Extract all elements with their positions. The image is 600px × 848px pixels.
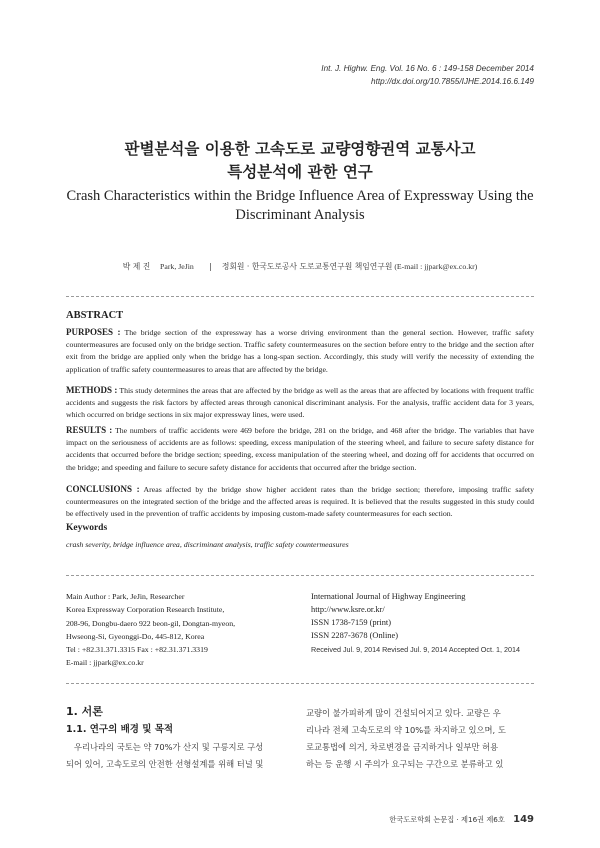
body-right-line-4: 하는 등 운행 시 주의가 요구되는 구간으로 분류하고 있 [306, 759, 504, 769]
page-number: 149 [513, 814, 534, 825]
author-info-line: Main Author : Park, JeJin, Researcher [66, 592, 185, 601]
received-dates: Received Jul. 9, 2014 Revised Jul. 9, 2014 Accepted Oct. 1, 2014 [311, 645, 520, 654]
conclusions-label: CONCLUSIONS : [66, 484, 140, 494]
body-right-line-3: 로교통법에 의거, 차로변경을 금지하거나 일부만 허용 [306, 742, 499, 752]
divider-top [66, 296, 534, 297]
results-label: RESULTS : [66, 425, 113, 435]
section-title: 1. 서론 [66, 705, 103, 718]
conclusions-text: Areas affected by the bridge show higher accident rates than the bridge section; therefore, imposing traffic safety countermeasures on the integrated section of the bridge and the affected areas is required. It is believed that the results suggested in this study could be effectively used in the prevention of traffic accidents by imposing custom-made safety countermeasures for each section. [66, 485, 534, 519]
author-line [0, 261, 600, 272]
journal-url[interactable]: http://www.ksre.or.kr/ [311, 605, 385, 614]
divider-middle [66, 575, 534, 576]
journal-info-block [311, 590, 465, 642]
body-left-column [66, 739, 294, 756]
title-english-line2: Discriminant Analysis [235, 207, 365, 223]
issn-print: ISSN 1738-7159 (print) [311, 618, 392, 627]
journal-name: International Journal of Highway Engineering [311, 592, 466, 601]
abstract-methods [66, 384, 534, 422]
journal-citation: Int. J. Highw. Eng. Vol. 16 No. 6 : 149-158 December 2014 [321, 64, 534, 73]
author-info-block [66, 590, 235, 670]
author-name-en: Park, JeJin [160, 262, 194, 271]
methods-text: This study determines the areas that are affected by the bridge as well as the areas that are affected by locations with frequent traffic accidents and suggests the risk factors by affected areas through canonical discriminant analysis. For the analysis, traffic accident data for 3 years, which occurred on bridge sections in six major expressway lines, were used. [66, 386, 534, 420]
keywords-heading: Keywords [66, 523, 108, 533]
author-email-line[interactable]: E-mail : jjpark@ex.co.kr [66, 658, 144, 668]
title-english-line1: Crash Characteristics within the Bridge Influence Area of Expressway Using the [66, 188, 534, 204]
title-korean-line1: 판별분석을 이용한 고속도로 교량영향권역 교통사고 [124, 140, 476, 158]
author-info-line: Hwseong-Si, Gyeonggi-Do, 445-812, Korea [66, 631, 205, 641]
body-left-line: 우리나라의 국토는 약 70%가 산지 및 구릉지로 구성 [74, 742, 264, 752]
author-affiliation: 정회원 · 한국도로공사 도로교통연구원 책임연구원 [221, 262, 393, 271]
author-separator: | [209, 262, 213, 271]
footer-journal: 한국도로학회 논문집 · 제16권 제6호 [389, 815, 505, 824]
page-footer [389, 814, 534, 825]
purposes-label: PURPOSES : [66, 327, 121, 337]
methods-label: METHODS : [66, 385, 118, 395]
body-left-line: 되어 있어, 고속도로의 안전한 선형설계를 위해 터널 및 [66, 759, 264, 769]
divider-bottom [66, 683, 534, 684]
keywords-text: crash severity, bridge influence area, discriminant analysis, traffic safety countermeasures [66, 540, 349, 549]
results-text: The numbers of traffic accidents were 469 before the bridge, 281 on the bridge, and 468 after the bridge. The variables that have impact on the seriousness of accidents are as follows: speeding, excess manipulation of the steering wheel, and failure to secure safety distance for accidents that occurred before the bridge section; speeding, excess manipulation of the steering wheel, and dozing off for accidents that occurred on the bridge; and speeding and failure to secure safety distance for accidents that occurred after the bridge section. [66, 426, 534, 472]
body-right-line-1: 교량이 불가피하게 많이 건설되어지고 있다. 교량은 우 [306, 708, 501, 718]
abstract-conclusions [66, 483, 534, 521]
body-right-line-2: 리나라 전체 고속도로의 약 10%를 차지하고 있으며, 도 [306, 725, 506, 735]
subsection-title: 1.1. 연구의 배경 및 목적 [66, 724, 174, 735]
author-name-ko: 박 제 진 [122, 262, 151, 271]
body-left-column-2 [66, 756, 294, 773]
author-info-line: Korea Expressway Corporation Research Institute, [66, 605, 225, 615]
doi-link[interactable]: http://dx.doi.org/10.7855/IJHE.2014.16.6.149 [371, 77, 534, 86]
abstract-results [66, 424, 534, 474]
abstract-heading: ABSTRACT [66, 310, 124, 321]
title-korean-line2: 특성분석에 관한 연구 [227, 163, 373, 181]
purposes-text: The bridge section of the expressway has a worse driving environment than the general section. However, traffic safety countermeasures are focused only on the bridge section. Traffic safety countermeasures on the section before entry to the bridge and the section after exit from the bridge are applied only when the bridge has a long-span section. Accordingly, this study will verify the necessity of extending the application of traffic safety countermeasures to areas that are affected by the bridge. [66, 328, 534, 374]
abstract-purposes [66, 326, 534, 376]
issn-online: ISSN 2287-3678 (Online) [311, 631, 399, 640]
author-info-line: Tel : +82.31.371.3315 Fax : +82.31.371.3319 [66, 645, 208, 655]
author-info-line: 208-96, Dongbu-daero 922 beon-gil, Dongtan-myeon, [66, 618, 236, 628]
author-email: (E-mail : jjpark@ex.co.kr) [394, 262, 478, 271]
